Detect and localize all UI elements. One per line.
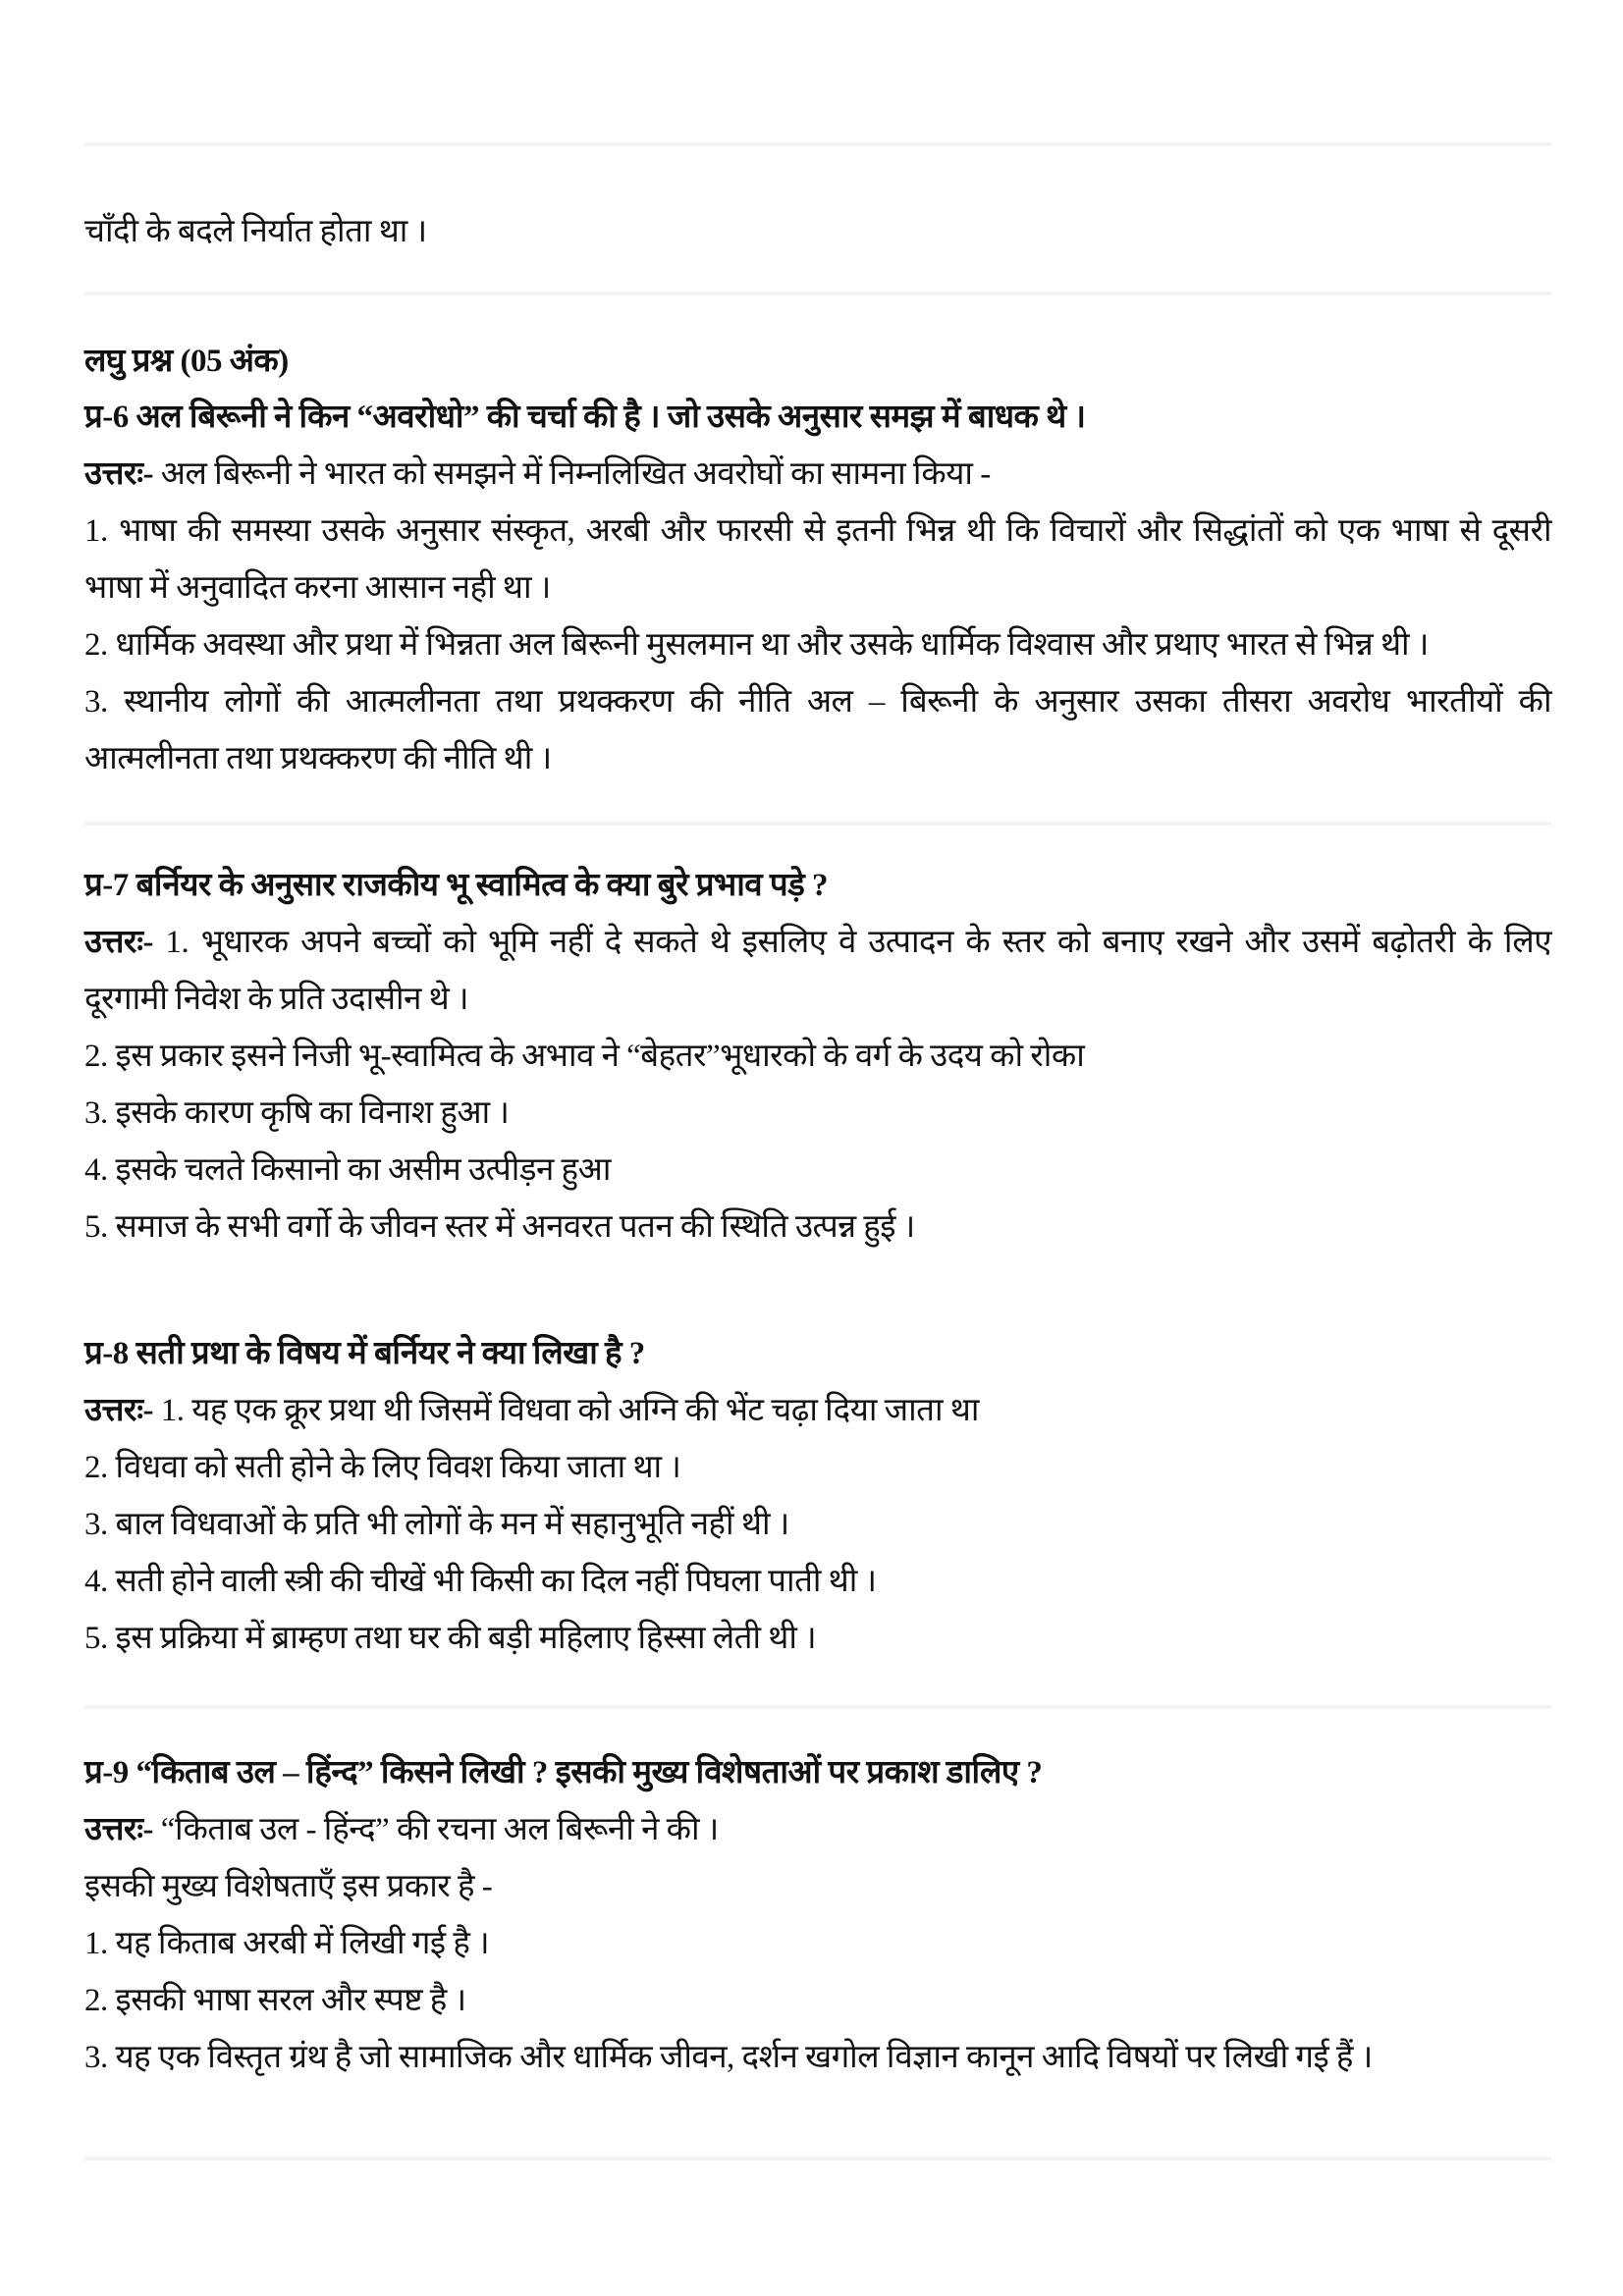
answer-9-line-4: 3. यह एक विस्तृत ग्रंथ है जो सामाजिक और धार्मिक जीवन, दर्शन खगोल विज्ञान कानून आदि विषयों पर लिखी गई हैं । [84, 2040, 1373, 2075]
answer-9-line-2: 1. यह किताब अरबी में लिखी गई है । [84, 1926, 490, 1961]
separator [84, 291, 1551, 296]
answer-6-line-4: 3. स्थानीय लोगों की आत्मलीनता तथा प्रथक्करण की नीति अल – बिरूनी के अनुसार उसका तीसरा अवरोध भारतीयों की [84, 684, 1551, 720]
answer-7-line-1: दूरगामी निवेश के प्रति उदासीन थे । [84, 982, 468, 1017]
answer-label: उत्तरः- [84, 1393, 154, 1428]
answer-6-line-2: भाषा में अनुवादित करना आसान नही था । [84, 570, 551, 606]
carryover-text: चाँदी के बदले निर्यात होता था । [84, 214, 427, 249]
separator [84, 821, 1551, 827]
answer-8-line-3: 4. सती होने वाली स्त्री की चीखें भी किसी का दिल नहीं पिघला पाती थी । [84, 1564, 877, 1599]
answer-6-intro [84, 453, 1551, 496]
answer-text: “किताब उल - हिंन्द” की रचना अल बिरूनी ने की । [160, 1812, 719, 1847]
answer-7-line-5: 5. समाज के सभी वर्गो के जीवन स्तर में अनवरत पतन की स्थिति उत्पन्न हुई । [84, 1209, 915, 1245]
answer-9-line-1: इसकी मुख्य विशेषताएँ इस प्रकार है - [84, 1869, 493, 1904]
answer-label: उत्तरः- [84, 1812, 154, 1847]
question-title-6: प्र-6 अल बिरूनी ने किन “अवरोधो” की चर्चा की है । जो उसके अनुसार समझ में बाधक थे । [84, 400, 1086, 435]
answer-8-line-4: 5. इस प्रक्रिया में ब्राम्हण तथा घर की बड़ी महिलाए हिस्सा लेती थी । [84, 1621, 817, 1656]
separator [84, 141, 1551, 147]
answer-8-intro [84, 1389, 1551, 1432]
answer-8-line-2: 3. बाल विधवाओं के प्रति भी लोगों के मन में सहानुभूति नहीं थी । [84, 1507, 789, 1542]
question-title-7: प्र-7 बर्नियर के अनुसार राजकीय भू स्वामित्व के क्या बुरे प्रभाव पड़े ? [84, 868, 828, 903]
question-title-9: प्र-9 “किताब उल – हिंन्द” किसने लिखी ? इसकी मुख्य विशेषताओं पर प्रकाश डालिए ? [84, 1755, 1043, 1790]
answer-label: उत्तरः- [84, 456, 154, 492]
answer-8-line-1: 2. विधवा को सती होने के लिए विवश किया जाता था । [84, 1450, 681, 1485]
answer-7-intro [84, 921, 1551, 964]
answer-6-line-5: आत्मलीनता तथा प्रथक्करण की नीति थी । [84, 741, 552, 776]
separator [84, 2156, 1551, 2162]
answer-text: 1. भूधारक अपने बच्चों को भूमि नहीं दे सकते थे इसलिए वे उत्पादन के स्तर को बनाए रखने और उसमें बढ़ोतरी के लिए [165, 925, 1551, 960]
answer-6-line-1: 1. भाषा की समस्या उसके अनुसार संस्कृत, अरबी और फारसी से इतनी भिन्न थी कि विचारों और सिद्धांतों को एक भाषा से दूसरी [84, 513, 1551, 549]
separator [84, 1704, 1551, 1710]
answer-7-line-3: 3. इसके कारण कृषि का विनाश हुआ । [84, 1095, 510, 1131]
answer-7-line-4: 4. इसके चलते किसानो का असीम उत्पीड़न हुआ [84, 1152, 611, 1188]
answer-7-line-2: 2. इस प्रकार इसने निजी भू-स्वामित्व के अभाव ने “बेहतर”भूधारको के वर्ग के उदय को रोका [84, 1039, 1085, 1074]
answer-9-intro [84, 1808, 1551, 1851]
answer-9-line-3: 2. इसकी भाषा सरल और स्पष्ट है । [84, 1983, 466, 2018]
section-heading: लघु प्रश्न (05 अंक) [84, 344, 289, 379]
answer-6-line-3: 2. धार्मिक अवस्था और प्रथा में भिन्नता अल बिरूनी मुसलमान था और उसके धार्मिक विश्वास और प्रथाए भारत से भिन्न थी । [84, 627, 1429, 663]
answer-text: अल बिरूनी ने भारत को समझने में निम्नलिखित अवरोघों का सामना किया - [160, 456, 991, 492]
answer-text: 1. यह एक क्रूर प्रथा थी जिसमें विधवा को अग्नि की भेंट चढ़ा दिया जाता था [160, 1393, 979, 1428]
answer-label: उत्तरः- [84, 925, 154, 960]
question-title-8: प्र-8 सती प्रथा के विषय में बर्नियर ने क्या लिखा है ? [84, 1336, 645, 1371]
